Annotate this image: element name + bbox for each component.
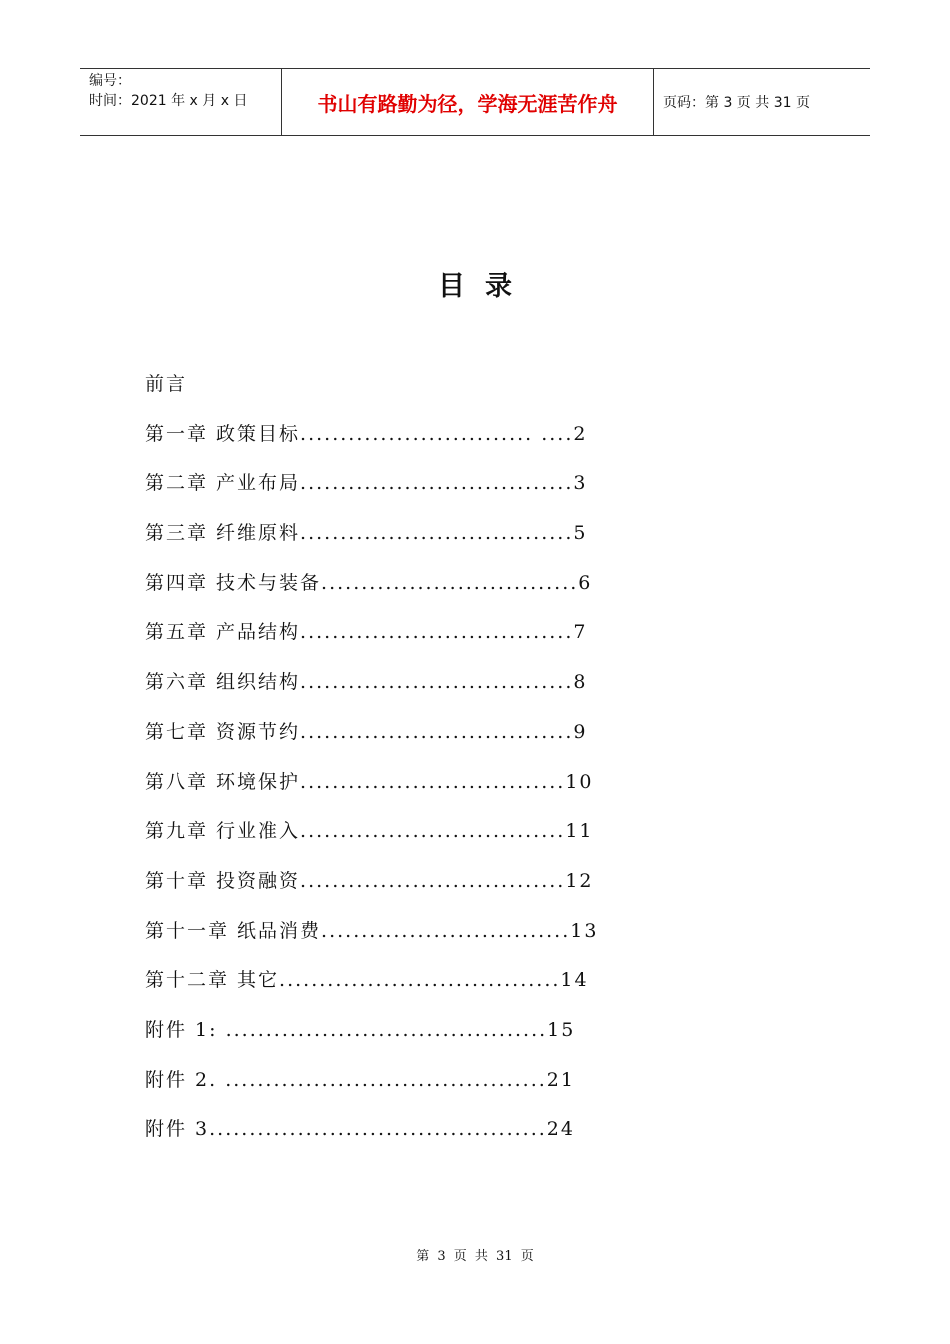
toc-entry[interactable]: 第三章 纤维原料..................................5 (145, 522, 588, 545)
table-of-contents (145, 365, 707, 1160)
header-meta (80, 69, 281, 135)
toc-entry[interactable]: 第九章 行业准入.................................11 (145, 820, 594, 843)
toc-entry[interactable]: 第八章 环境保护.................................10 (145, 770, 594, 793)
toc-entry[interactable]: 附件 3..........................................24 (145, 1118, 575, 1141)
toc-entry[interactable]: 前言 (145, 373, 188, 395)
header-motto: 书山有路勤为径，学海无涯苦作舟 (281, 69, 654, 135)
page-footer: 第 3 页 共 31 页 (416, 1249, 534, 1264)
toc-entry[interactable]: 第七章 资源节约..................................9 (145, 720, 588, 743)
header-page-info: 页码：第 3 页 共 31 页 (663, 95, 810, 111)
page-title: 目录 (438, 271, 532, 302)
toc-entry[interactable]: 第十章 投资融资.................................12 (145, 869, 594, 892)
document-number: 编号： (89, 73, 131, 89)
toc-entry[interactable]: 第六章 组织结构..................................8 (145, 671, 588, 694)
toc-entry[interactable]: 第二章 产业布局..................................3 (145, 472, 588, 495)
toc-entry[interactable]: 第十二章 其它...................................14 (145, 969, 589, 992)
toc-entry[interactable]: 第四章 技术与装备................................6 (145, 571, 593, 594)
document-date: 时间：2021 年 x 月 x 日 (89, 93, 248, 109)
toc-entry[interactable]: 第一章 政策目标............................. ....2 (145, 422, 588, 445)
page-header (80, 68, 870, 136)
toc-entry[interactable]: 第五章 产品结构..................................7 (145, 621, 588, 644)
toc-entry[interactable]: 附件 1: ........................................15 (145, 1018, 576, 1041)
toc-entry[interactable]: 第十一章 纸品消费...............................13 (145, 919, 599, 942)
toc-entry[interactable]: 附件 2. ........................................21 (145, 1068, 575, 1091)
